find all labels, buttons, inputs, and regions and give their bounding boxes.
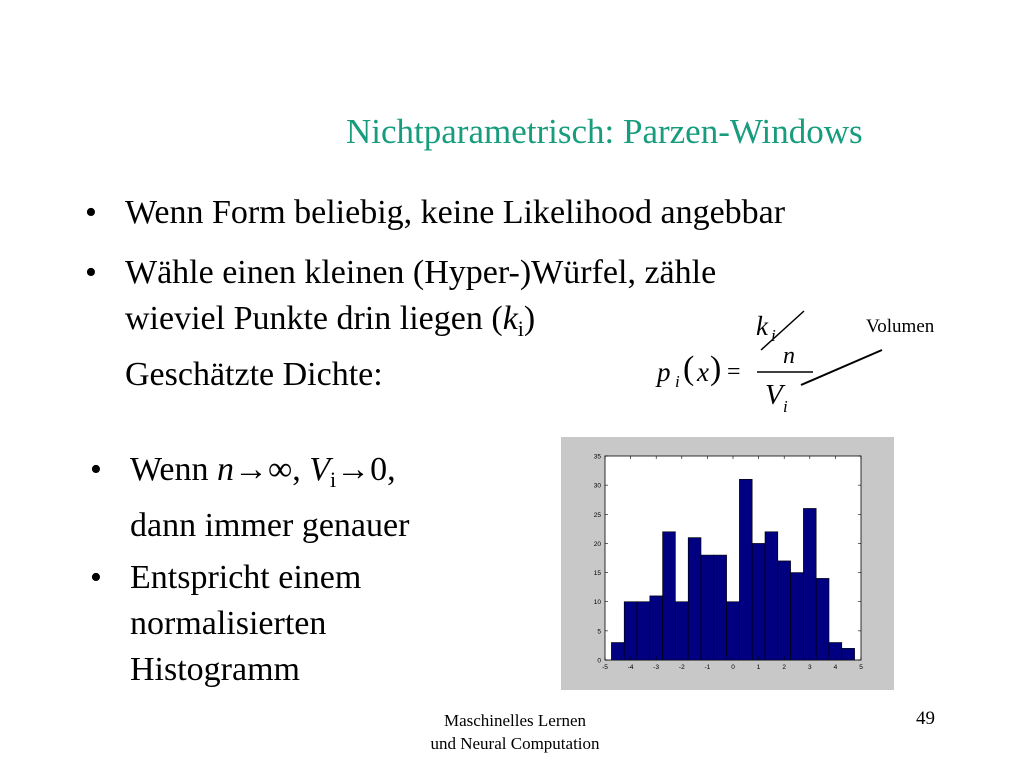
x-tick-label: -4 xyxy=(627,664,634,671)
x-tick-label: 4 xyxy=(833,664,838,671)
bullet-line-3: Histogramm xyxy=(130,651,300,688)
x-tick-label: 3 xyxy=(807,664,812,671)
formula-equals: = xyxy=(727,359,741,385)
sub-i: i xyxy=(330,467,337,492)
formula-n: n xyxy=(783,343,795,369)
sub-i: i xyxy=(517,316,524,341)
y-tick-label: 35 xyxy=(593,453,601,461)
formula-rparen: ) xyxy=(710,350,722,387)
histogram-bar xyxy=(765,532,778,660)
histogram-bar xyxy=(791,573,804,660)
x-tick-label: -3 xyxy=(653,664,660,671)
var-V: V xyxy=(309,451,330,488)
y-tick-label: 15 xyxy=(593,570,601,578)
var-k: k xyxy=(502,300,518,337)
bullet-line-1: Wähle einen kleinen (Hyper-)Würfel, zähle xyxy=(125,254,717,291)
formula-V-sub: i xyxy=(783,397,788,416)
formula-x: x xyxy=(697,357,709,387)
y-tick-label: 10 xyxy=(593,599,601,607)
y-tick-label: 25 xyxy=(593,511,601,519)
histogram-bar xyxy=(727,602,740,660)
volumen-label: Volumen xyxy=(866,316,935,337)
histogram-bar xyxy=(650,596,663,660)
bullet-line-2: dann immer genauer xyxy=(130,507,410,544)
histogram-figure xyxy=(561,437,894,690)
bullet-dot: • xyxy=(85,254,97,291)
slide-title: Nichtparametrisch: Parzen-Windows xyxy=(346,112,863,151)
formula-V: V xyxy=(765,379,783,411)
x-tick-label: -5 xyxy=(602,664,608,671)
bullet-text: Wenn Form beliebig, keine Likelihood angebbar xyxy=(125,194,786,231)
formula-lparen: ( xyxy=(683,350,695,387)
bullet-line-1 xyxy=(130,447,409,503)
x-tick-label: -2 xyxy=(678,664,685,671)
line2-text: wieviel Punkte drin liegen ( xyxy=(125,300,503,337)
x-tick-label: 0 xyxy=(731,664,735,671)
arrow-infinity: →∞, xyxy=(233,451,310,488)
bullet-line-1: Entspricht einem xyxy=(130,559,362,596)
y-tick-label: 0 xyxy=(597,657,601,665)
x-tick-label: 2 xyxy=(782,664,787,671)
bullet-line-2: normalisierten xyxy=(130,605,327,642)
bullet-dot: • xyxy=(90,451,102,488)
footer-line-1: Maschinelles Lernen xyxy=(443,711,587,730)
formula-p: p xyxy=(657,357,671,387)
y-tick-label: 30 xyxy=(593,482,601,490)
histogram-bar xyxy=(675,602,688,660)
arrow-zero: →0, xyxy=(336,451,396,488)
bullet-dot: • xyxy=(85,194,97,231)
histogram-bar xyxy=(778,561,791,660)
histogram-bar xyxy=(624,602,637,660)
formula-k-sub: i xyxy=(771,326,776,345)
page-number: 49 xyxy=(916,708,935,729)
x-tick-label: -1 xyxy=(704,664,711,671)
formula-p-sub: i xyxy=(675,372,680,391)
histogram-bar xyxy=(701,555,714,660)
bullet-histogramm xyxy=(90,555,362,693)
y-tick-label: 20 xyxy=(593,540,601,548)
histogram-bar xyxy=(816,578,829,660)
footer-line-2: und Neural Computation xyxy=(430,734,600,753)
bullet-dot: • xyxy=(90,559,102,596)
bullet-limit xyxy=(90,447,410,549)
histogram-bar xyxy=(637,602,650,660)
histogram-bar xyxy=(752,543,765,660)
bullet-line-3: Geschätzte Dichte: xyxy=(125,356,383,393)
histogram-bar xyxy=(803,508,816,660)
volumen-pointer-line xyxy=(801,350,882,385)
histogram-bar xyxy=(739,479,752,660)
close-paren: ) xyxy=(523,300,536,337)
formula-k: k xyxy=(756,311,768,341)
x-tick-label: 1 xyxy=(756,664,761,671)
fraction-slash xyxy=(761,311,804,350)
var-n: n xyxy=(216,451,234,488)
histogram-chart xyxy=(561,437,894,690)
y-tick-label: 5 xyxy=(597,628,601,636)
footer xyxy=(400,709,630,755)
histogram-bar xyxy=(714,555,727,660)
histogram-bar xyxy=(688,538,701,660)
text-wenn: Wenn xyxy=(130,451,217,488)
x-tick-label: 5 xyxy=(859,664,863,671)
histogram-bar xyxy=(663,532,676,660)
